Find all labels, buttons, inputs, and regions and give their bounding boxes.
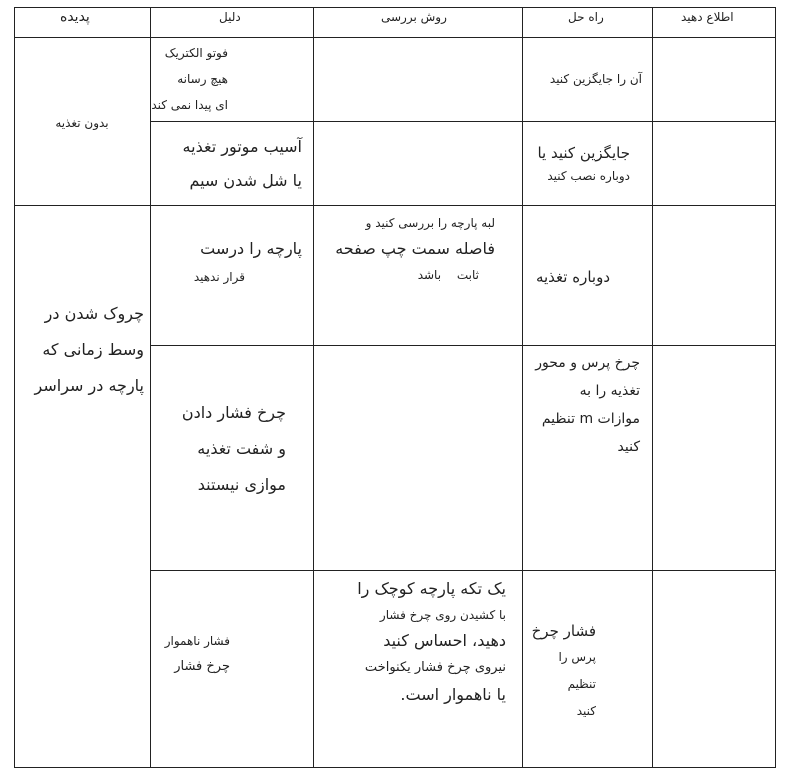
solution-text: آن را جایگزین کنید (549, 72, 642, 86)
solution-text: پرس را (558, 650, 596, 664)
solution-text: چرخ پرس و محور (535, 355, 640, 371)
check-cell (335, 210, 495, 288)
check-text: دهید، احساس کنید (383, 631, 506, 650)
cause-text: قرار ندهید (193, 270, 245, 284)
cause-text: فوتو الکتریک (164, 46, 228, 60)
check-text: یک تکه پارچه کوچک را (357, 579, 506, 598)
solution-text: دوباره نصب کنید (547, 169, 630, 183)
solution-cell (535, 349, 640, 461)
row-divider (150, 121, 776, 122)
solution-text: تغذیه را به (579, 383, 640, 399)
solution-text: موازات m تنظیم (541, 411, 640, 427)
cause-text: موازی نیستند (197, 475, 286, 494)
check-text: لبه پارچه را بررسی کنید و (365, 216, 495, 230)
solution-text: کنید (617, 439, 640, 455)
cause-cell (151, 40, 228, 118)
cause-text: پارچه را درست (200, 239, 302, 258)
cause-cell (165, 628, 230, 680)
check-text: فاصله سمت چپ صفحه (335, 239, 495, 258)
header-phenomenon: پدیده (60, 9, 90, 25)
phenomenon-text: وسط زمانی که (42, 340, 144, 359)
header-notify: اطلاع دهید (681, 10, 734, 24)
solution-text: جایگزین کنید یا (537, 144, 630, 162)
phenomenon-cell (14, 110, 150, 136)
check-text: ثابت باشد (417, 268, 479, 282)
solution-cell (550, 66, 642, 92)
cause-text: چرخ فشار (174, 659, 230, 674)
solution-text: دوباره تغذیه (535, 268, 610, 286)
phenomenon-text: پارچه در سراسر (34, 376, 144, 395)
solution-text: فشار چرخ (531, 622, 596, 640)
cause-cell (183, 130, 302, 198)
check-cell (357, 576, 506, 708)
solution-text: تنظیم (567, 677, 596, 691)
cause-text: و شفت تغذیه (197, 439, 286, 458)
check-text: با کشیدن روی چرخ فشار (379, 608, 506, 622)
solution-cell (536, 268, 610, 286)
row-divider (14, 205, 776, 206)
header-divider (14, 37, 776, 38)
phenomenon-text: چروک شدن در (44, 304, 144, 323)
solution-cell (532, 618, 596, 725)
header-check-method: روش بررسی (381, 10, 447, 24)
row-divider (150, 570, 776, 571)
solution-text: کنید (576, 704, 596, 718)
solution-cell (537, 142, 630, 188)
cause-text: یا شل شدن سیم (189, 171, 302, 190)
cause-text: فشار ناهموار (164, 634, 230, 648)
cause-text: هیچ رسانه (177, 72, 228, 86)
check-text: یا ناهموار است. (400, 685, 506, 704)
table-border-top (14, 7, 776, 8)
cause-cell (194, 234, 302, 290)
check-text: نیروی چرخ فشار یکنواخت (364, 660, 506, 675)
cause-text: چرخ فشار دادن (181, 403, 286, 422)
header-cause: دلیل (219, 10, 241, 24)
header-solution: راه حل (568, 10, 604, 24)
row-divider (150, 345, 776, 346)
cause-cell (182, 395, 286, 503)
phenomenon-text: بدون تغذیه (55, 116, 109, 130)
cause-text: آسیب موتور تغذیه (182, 137, 302, 156)
cause-text: ای پیدا نمی کند (151, 98, 228, 112)
table-border-bottom (14, 767, 776, 768)
phenomenon-cell (35, 296, 144, 404)
